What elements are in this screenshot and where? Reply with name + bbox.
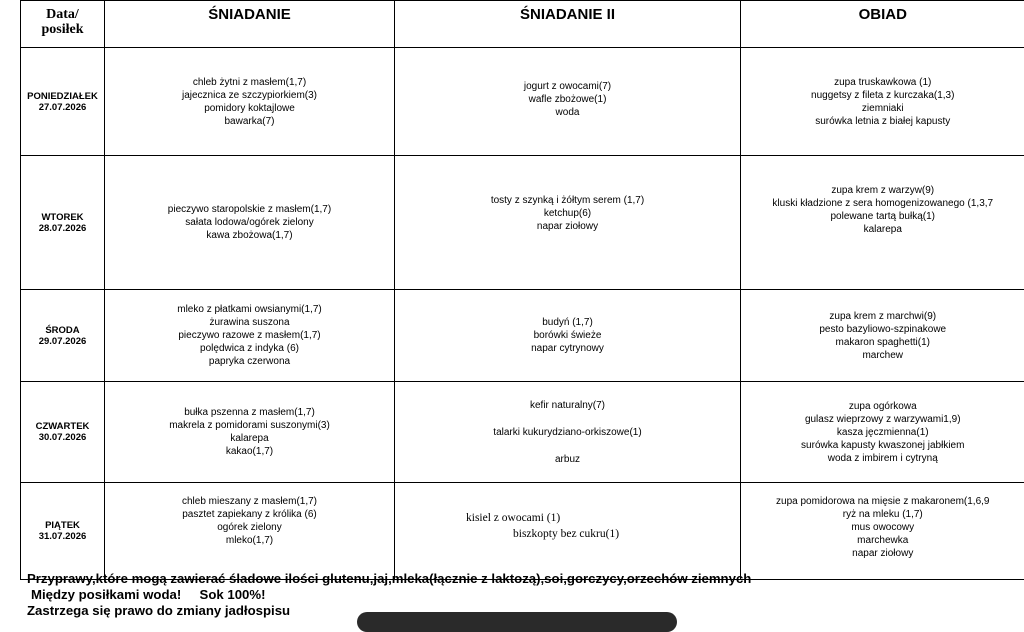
menu-item: mleko(1,7): [105, 534, 394, 547]
menu-item: arbuz: [395, 453, 740, 466]
menu-item: mleko z płatkami owsianymi(1,7): [105, 303, 394, 316]
date-meal-header: [21, 1, 105, 48]
lunch-cell: [741, 290, 1024, 382]
day-label: [21, 382, 105, 483]
second-breakfast-cell: [395, 290, 741, 382]
day-label: [21, 48, 105, 156]
menu-item: woda: [395, 106, 740, 119]
day-date: 31.07.2026: [21, 531, 104, 542]
menu-item: bawarka(7): [105, 115, 394, 128]
menu-item: makaron spaghetti(1): [741, 336, 1024, 349]
menu-item: papryka czerwona: [105, 355, 394, 368]
menu-item: budyń (1,7): [395, 316, 740, 329]
menu-item: polędwica z indyka (6): [105, 342, 394, 355]
menu-item: woda z imbirem i cytryną: [741, 452, 1024, 465]
lunch-cell: [741, 156, 1024, 290]
menu-item: jogurt z owocami(7): [395, 80, 740, 93]
menu-change-disclaimer: Zastrzega się prawo do zmiany jadłospisu: [27, 603, 751, 619]
menu-item: chleb żytni z masłem(1,7): [105, 76, 394, 89]
day-name: WTOREK: [21, 212, 104, 223]
menu-item: zupa truskawkowa (1): [741, 76, 1024, 89]
menu-item: talarki kukurydziano-orkiszowe(1): [395, 426, 740, 439]
dark-overlay-shape: [357, 612, 677, 632]
breakfast-cell: [105, 382, 395, 483]
menu-item: zupa krem z warzyw(9): [741, 184, 1024, 197]
menu-item: zupa ogórkowa: [741, 400, 1024, 413]
menu-item: polewane tartą bułką(1): [741, 210, 1024, 223]
breakfast-header: ŚNIADANIE: [105, 1, 395, 48]
day-date: 27.07.2026: [21, 102, 104, 113]
lunch-cell: [741, 382, 1024, 483]
lunch-cell: [741, 48, 1024, 156]
date-header-line1: Data/: [21, 7, 104, 22]
menu-item: pesto bazyliowo-szpinakowe: [741, 323, 1024, 336]
day-label: [21, 290, 105, 382]
day-row-friday: [21, 483, 1024, 580]
menu-item: gulasz wieprzowy z warzywami1,9): [741, 413, 1024, 426]
day-name: ŚRODA: [21, 325, 104, 336]
menu-item: chleb mieszany z masłem(1,7): [105, 495, 394, 508]
menu-item: kisiel z owocami (1): [395, 510, 740, 526]
water-note: Między posiłkami woda! Sok 100%!: [27, 587, 751, 603]
second-breakfast-cell: [395, 48, 741, 156]
breakfast-cell: [105, 290, 395, 382]
second-breakfast-cell: [395, 483, 741, 580]
menu-item: kawa zbożowa(1,7): [105, 229, 394, 242]
menu-item: ryż na mleku (1,7): [741, 508, 1024, 521]
day-date: 30.07.2026: [21, 432, 104, 443]
menu-item: ketchup(6): [395, 207, 740, 220]
breakfast-cell: [105, 156, 395, 290]
day-row-monday: [21, 48, 1024, 156]
second-breakfast-cell: [395, 382, 741, 483]
menu-item: borówki świeże: [395, 329, 740, 342]
breakfast-cell: [105, 483, 395, 580]
menu-item: zupa krem z marchwi(9): [741, 310, 1024, 323]
menu-item: napar ziołowy: [395, 220, 740, 233]
menu-item: jajecznica ze szczypiorkiem(3): [105, 89, 394, 102]
menu-item: pomidory koktajlowe: [105, 102, 394, 115]
header-row: [21, 1, 1024, 48]
second-breakfast-header: ŚNIADANIE II: [395, 1, 741, 48]
menu-item: żurawina suszona: [105, 316, 394, 329]
day-label: [21, 483, 105, 580]
menu-item: marchewka: [741, 534, 1024, 547]
menu-item: bułka pszenna z masłem(1,7): [105, 406, 394, 419]
day-row-thursday: [21, 382, 1024, 483]
menu-item: nuggetsy z fileta z kurczaka(1,3): [741, 89, 1024, 102]
menu-item: mus owocowy: [741, 521, 1024, 534]
lunch-header: OBIAD: [741, 1, 1024, 48]
menu-item: pieczywo razowe z masłem(1,7): [105, 329, 394, 342]
day-name: CZWARTEK: [21, 421, 104, 432]
day-date: 28.07.2026: [21, 223, 104, 234]
menu-item: kluski kładzione z sera homogenizowanego (1,3,7: [741, 197, 1024, 210]
menu-item: ziemniaki: [741, 102, 1024, 115]
menu-item: pieczywo staropolskie z masłem(1,7): [105, 203, 394, 216]
menu-item: surówka kapusty kwaszonej jabłkiem: [741, 439, 1024, 452]
menu-table: [20, 0, 1024, 580]
day-name: PIĄTEK: [21, 520, 104, 531]
day-date: 29.07.2026: [21, 336, 104, 347]
menu-item: zupa pomidorowa na mięsie z makaronem(1,6,9: [741, 495, 1024, 508]
menu-item: wafle zbożowe(1): [395, 93, 740, 106]
menu-item: pasztet zapiekany z królika (6): [105, 508, 394, 521]
menu-item: kalarepa: [105, 432, 394, 445]
menu-item: kakao(1,7): [105, 445, 394, 458]
menu-item: biszkopty bez cukru(1): [395, 526, 740, 542]
day-name: PONIEDZIAŁEK: [21, 91, 104, 102]
menu-item: makrela z pomidorami suszonymi(3): [105, 419, 394, 432]
date-header-line2: posiłek: [21, 22, 104, 37]
day-row-tuesday: [21, 156, 1024, 290]
menu-item: surówka letnia z białej kapusty: [741, 115, 1024, 128]
day-label: [21, 156, 105, 290]
allergens-note: Przyprawy,które mogą zawierać śladowe ilości glutenu,jaj,mleka(łącznie z laktozą),soi,gorczycy,orzechów ziemnych: [27, 571, 751, 587]
lunch-cell: [741, 483, 1024, 580]
second-breakfast-cell: [395, 156, 741, 290]
menu-item: marchew: [741, 349, 1024, 362]
day-row-wednesday: [21, 290, 1024, 382]
menu-item: napar ziołowy: [741, 547, 1024, 560]
menu-item: napar cytrynowy: [395, 342, 740, 355]
menu-item: sałata lodowa/ogórek zielony: [105, 216, 394, 229]
menu-item: ogórek zielony: [105, 521, 394, 534]
menu-item: kasza jęczmienna(1): [741, 426, 1024, 439]
menu-item: kalarepa: [741, 223, 1024, 236]
breakfast-cell: [105, 48, 395, 156]
menu-item: tosty z szynką i żółtym serem (1,7): [395, 194, 740, 207]
menu-item: kefir naturalny(7): [395, 399, 740, 412]
